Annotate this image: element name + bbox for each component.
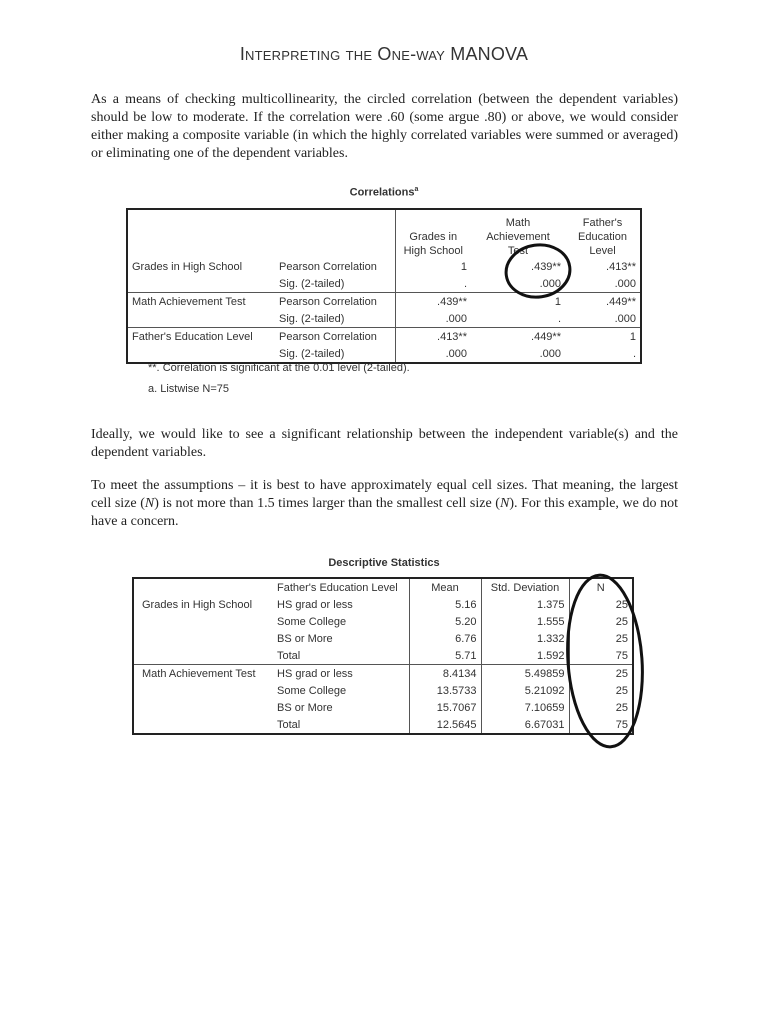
row-level: Total [277,718,301,731]
row-variable: Math Achievement Test [127,293,275,311]
cell-value: .000 [395,310,471,328]
cell-n: 75 [569,716,633,734]
row-level: HS grad or less [277,598,353,611]
cell-value: . [557,312,561,325]
cell-mean: 8.4134 [409,665,481,683]
cell-mean: 15.7067 [409,699,481,716]
row-level: Some College [277,615,347,628]
italic-n: N [499,496,510,511]
cell-n: 25 [569,596,633,613]
row-statistic: Sig. (2-tailed) [279,347,345,360]
paragraph-multicollinearity: As a means of checking multicollinearity, the circled correlation (between the dependent variables) should be low to moderate. If the correlation were .60 (some argue .80) or above, we would consider either making a composite variable (in which the highly correlated variables were summed or averaged) or eliminating one of the dependent variables. [91,92,678,161]
cell-mean: 5.16 [409,596,481,613]
cell-n: 25 [569,665,633,683]
cell-value: .000 [614,312,636,325]
cell-sd: 5.49859 [481,665,569,683]
cell-n: 25 [569,699,633,716]
cell-n: 25 [569,613,633,630]
cell-value: .439** [395,293,471,311]
cell-mean: 5.20 [409,613,481,630]
row-variable: Grades in High School [132,260,243,273]
cell-value: 1 [395,258,471,275]
cell-sd: 1.332 [481,630,569,647]
row-variable: Father's Education Level [127,328,275,346]
footnote-text: Listwise N=75 [160,383,230,395]
row-variable: Math Achievement Test [133,665,273,683]
cell-value: .000 [539,347,561,360]
header-father-ed: Father's Education Level [578,217,627,257]
header-n: N [569,578,633,596]
paragraph-text: ) is not more than 1.5 times larger than the smallest cell size ( [154,496,500,511]
header-grades: Grades in High School [395,209,471,258]
cell-sd: 5.21092 [481,682,569,699]
row-level: Total [277,649,301,662]
cell-sd: 6.67031 [481,716,569,734]
cell-sd: 1.592 [481,647,569,665]
header-father-ed: Father's Education Level [277,581,398,594]
correlations-caption-superscript: a [414,186,419,193]
footnote-marker: a. [148,383,158,395]
cell-mean: 5.71 [409,647,481,665]
cell-sd: 7.10659 [481,699,569,716]
cell-mean: 13.5733 [409,682,481,699]
cell-value: .449** [471,328,565,346]
circle-annotation-n-column [562,573,648,750]
footnote-marker: **. [148,362,160,374]
header-math: Math Achievement Test [486,217,550,257]
paragraph-relationship: Ideally, we would like to see a significant relationship between the independent variable(s) and the dependent variables. [91,427,678,460]
italic-n: N [144,496,155,511]
row-statistic: Pearson Correlation [275,328,395,346]
cell-sd: 1.375 [481,596,569,613]
circle-annotation-correlation [503,241,574,301]
row-statistic: Sig. (2-tailed) [279,312,345,325]
correlations-caption-text: Correlations [349,186,415,199]
row-statistic: Pearson Correlation [275,293,395,311]
page-title: Interpreting the One-way MANOVA [239,44,529,64]
cell-sd: 1.555 [481,613,569,630]
row-statistic: Pearson Correlation [279,260,377,273]
cell-value: .413** [606,260,636,273]
row-level: BS or More [277,701,333,714]
row-level: BS or More [277,632,333,645]
cell-n: 75 [569,647,633,665]
cell-value: 1 [471,293,565,311]
descriptives-caption: Descriptive Statistics [328,557,440,569]
cell-value: .449** [565,293,641,311]
row-variable: Grades in High School [142,598,253,611]
header-sd: Std. Deviation [481,578,569,596]
cell-value: .439** [531,260,561,273]
paragraph-text: To meet the assumptions – it is best to have approximately equal cell sizes. That meaning, the largest cell size ( [91,478,678,511]
row-level: HS grad or less [273,665,409,683]
cell-value: .000 [539,277,561,290]
footnote-text: Correlation is significant at the 0.01 level (2-tailed). [162,362,410,374]
cell-value: .000 [614,277,636,290]
paragraph-text: ). For this example, we do not have a concern. [91,496,678,529]
cell-value: .413** [395,328,471,346]
header-mean: Mean [409,578,481,596]
cell-value: 1 [565,328,641,346]
cell-mean: 12.5645 [409,716,481,734]
row-statistic: Sig. (2-tailed) [279,277,345,290]
cell-value: . [632,347,636,360]
cell-value: . [395,275,471,293]
cell-n: 25 [569,630,633,647]
cell-mean: 6.76 [409,630,481,647]
cell-value: .000 [395,345,471,363]
row-level: Some College [277,684,347,697]
cell-n: 25 [569,682,633,699]
